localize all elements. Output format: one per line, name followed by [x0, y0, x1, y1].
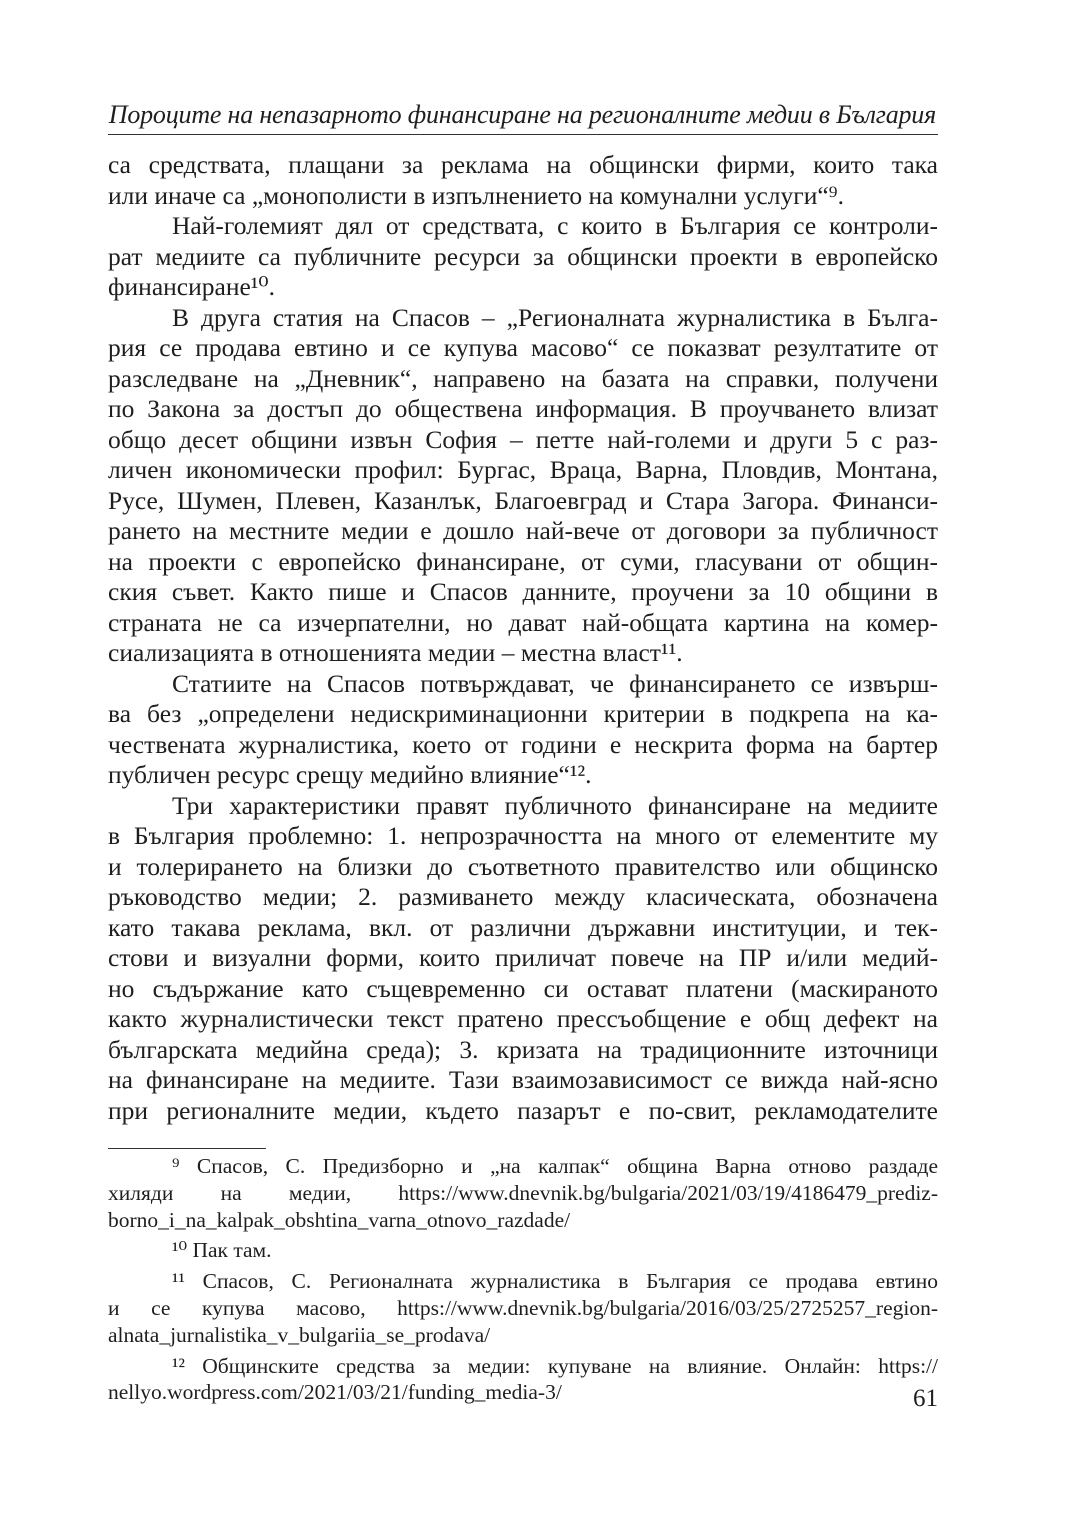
body-line: рия се продава евтино и се купува масово“ се показват резултатите от — [108, 333, 938, 362]
body-line: Статиите на Спасов потвърждават, че финансирането се извърш- — [172, 668, 938, 698]
body-line: Най-големият дял от средствата, с които в България се контроли- — [172, 211, 938, 240]
footnotes — [108, 1153, 938, 1406]
footnote-line: nellyo.wordpress.com/2021/03/21/funding_media-3/ — [108, 1380, 562, 1405]
body-line: и толерирането на близки до съответното правителство или общинско — [108, 851, 938, 881]
body-line: на проекти с европейско финансиране, от суми, гласувани от общин- — [108, 546, 938, 576]
body-line: Русе, Шумен, Плевен, Казанлък, Благоевград и Стара Загора. Финанси- — [108, 485, 938, 515]
footnote-rule — [108, 1148, 266, 1149]
body-line: рат медиите са публичните ресурси за общински проекти в европейско — [108, 241, 938, 271]
body-line: като такава реклама, вкл. от различни държавни институции, и тек- — [108, 912, 938, 942]
body-line: са средствата, плащани за реклама на общински фирми, които така — [108, 150, 938, 179]
body-line: в България проблемно: 1. непрозрачността на много от елементите му — [108, 821, 938, 850]
body-text — [108, 150, 938, 1126]
footnote-line: ¹¹ Спасов, С. Регионалната журналистика в България се продава евтино — [172, 1269, 938, 1294]
body-line: В друга статия на Спасов – „Регионалната журналистика в Бълга- — [172, 302, 938, 332]
body-line: финансиране¹⁰. — [108, 272, 276, 301]
body-line: ва без „определени недискриминационни критерии в подкрепа на ка- — [108, 699, 938, 728]
body-line: или иначе са „монополисти в изпълнението на комунални услуги“⁹. — [108, 180, 844, 210]
header-rule — [108, 134, 938, 135]
body-line: по Закона за достъп до обществена информация. В проучването влизат — [108, 394, 938, 423]
body-line: разследване на „Дневник“, направено на базата на справки, получени — [108, 363, 938, 393]
body-line: личен икономически профил: Бургас, Враца, Варна, Пловдив, Монтана, — [108, 455, 938, 484]
footnote-line: и се купува масово, https://www.dnevnik.bg/bulgaria/2016/03/25/2725257_region- — [108, 1295, 938, 1320]
page-number: 61 — [913, 1385, 938, 1412]
footnote-line: хиляди на медии, https://www.dnevnik.bg/bulgaria/2021/03/19/4186479_prediz- — [108, 1180, 938, 1205]
body-line: стови и визуални форми, които приличат повече на ПР и/или медий- — [108, 943, 938, 972]
body-line: но съдържание като същевременно си остават платени (маскираното — [108, 973, 938, 1003]
footnote-line: ¹² Общинските средства за медии: купуване на влияние. Онлайн: https:// — [172, 1353, 938, 1378]
body-line: Три характеристики правят публичното финансиране на медиите — [172, 790, 938, 820]
body-line: ръководство медии; 2. размиването между класическата, обозначена — [108, 882, 938, 911]
body-line: на финансиране на медиите. Тази взаимозависимост се вижда най-ясно — [108, 1065, 938, 1094]
footnote-line: ¹⁰ Пак там. — [172, 1238, 272, 1263]
footnote-line: ⁹ Спасов, С. Предизборно и „на калпак“ община Варна отново раздаде — [172, 1154, 938, 1178]
body-line: общо десет общини извън София – петте най-големи и други 5 с раз- — [108, 424, 938, 454]
body-line: публичен ресурс срещу медийно влияние“¹². — [108, 760, 592, 789]
footnote-line: alnata_jurnalistika_v_bulgariia_se_prodava/ — [108, 1322, 491, 1347]
body-line: българската медийна среда); 3. кризата на традиционните източници — [108, 1034, 938, 1064]
running-title: Пороците на непазарното финансиране на регионалните медии в България — [108, 100, 936, 129]
body-line: рането на местните медии е дошло най-вече от договори за публичност — [108, 516, 938, 545]
body-line: чествената журналистика, което от години е нескрита форма на бартер — [108, 729, 938, 759]
body-line: сиализацията в отношенията медии – местна власт¹¹. — [108, 638, 683, 667]
body-line: ския съвет. Както пише и Спасов данните, проучени за 10 общини в — [108, 577, 938, 606]
body-line: както журналистически текст пратено прессъобщение е общ дефект на — [108, 1004, 938, 1033]
body-line: при регионалните медии, където пазарът е по-свит, рекламодателите — [108, 1095, 938, 1125]
body-line: страната не са изчерпателни, но дават най-общата картина на комер- — [108, 607, 938, 637]
footnote-line: borno_i_na_kalpak_obshtina_varna_otnovo_razdade/ — [108, 1207, 571, 1232]
